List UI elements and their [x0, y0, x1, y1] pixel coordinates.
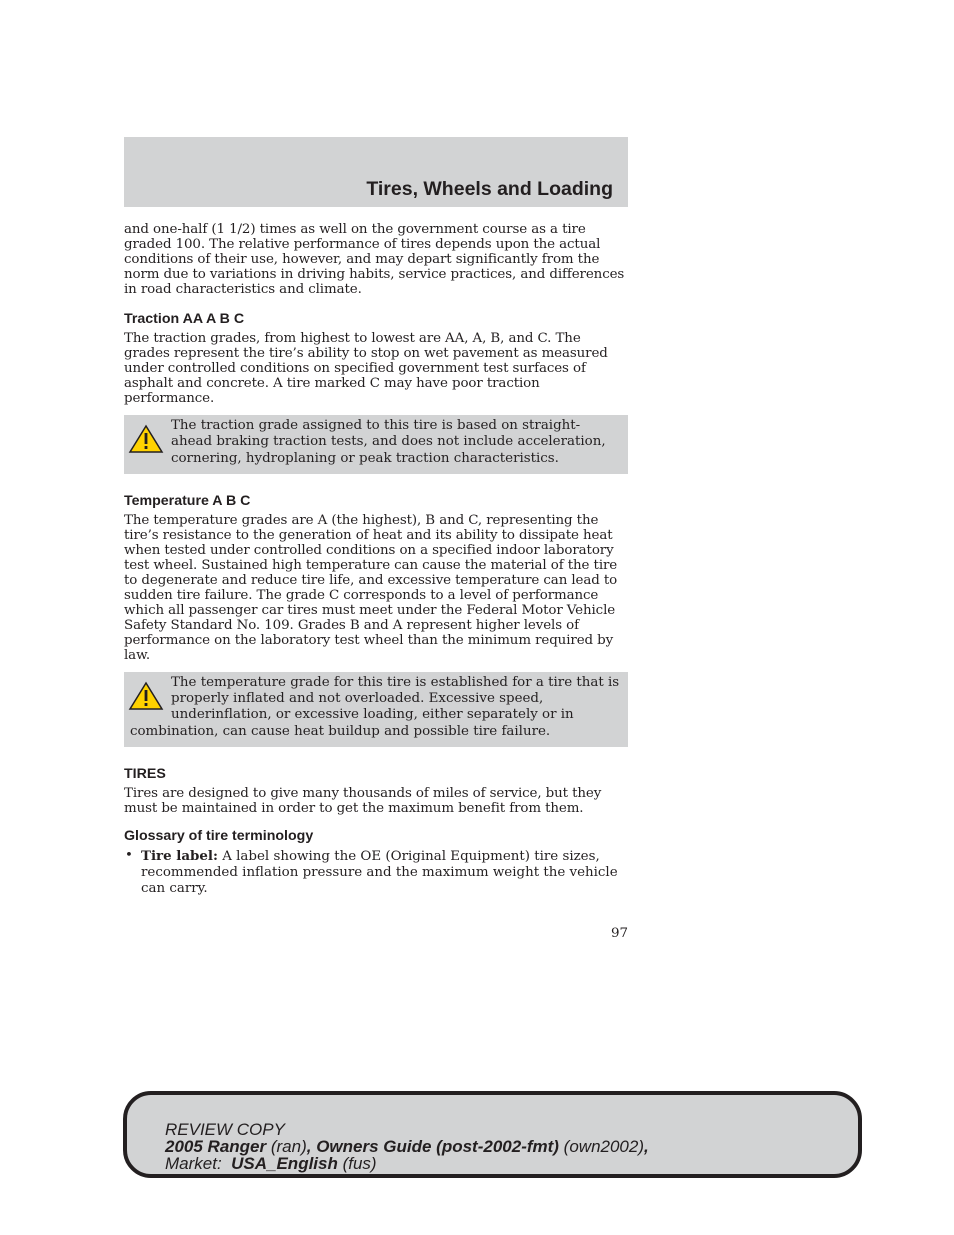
glossary-definition: A label showing the OE (Original Equipment) tire sizes, recommended inflation pressure and the maximum weight the vehicle can carry.	[141, 849, 618, 897]
glossary-heading: Glossary of tire terminology	[124, 828, 314, 845]
guide-name: , Owners Guide (post-2002-fmt)	[306, 1137, 559, 1156]
tires-paragraph: Tires are designed to give many thousands of miles of service, but they must be maintained in order to get the maximum benefit from them.	[124, 786, 602, 817]
footer-text	[165, 1121, 649, 1172]
page-number: 97	[610, 926, 628, 941]
model-name: 2005 Ranger	[165, 1137, 267, 1156]
bullet-icon: •	[125, 848, 133, 864]
review-copy-footer	[123, 1091, 862, 1178]
model-code: (ran)	[266, 1137, 307, 1156]
warning-triangle-icon	[128, 424, 164, 454]
temperature-warning-text: The temperature grade for this tire is established for a tire that is properly inflated and not overloaded. Excessive speed, underinflation, or excessive loading, either separately or in combination, can cause heat buildup and possible tire failure.	[130, 674, 620, 739]
review-copy-label: REVIEW COPY	[165, 1120, 285, 1139]
warning-triangle-icon	[128, 681, 164, 711]
intro-paragraph: and one-half (1 1/2) times as well on the government course as a tire graded 100. The relative performance of tires depends upon the actual conditions of their use, however, and may depart significantly from the norm due to variations in driving habits, service practices, and differences in road characteristics and climate.	[124, 222, 625, 297]
temperature-paragraph: The temperature grades are A (the highest), B and C, representing the tire’s resistance to the generation of heat and its ability to dissipate heat when tested under controlled conditions on a specified indoor laboratory test wheel. Sustained high temperature can cause the material of the tire to degenerate and reduce tire life, and excessive temperature can lead to sudden tire failure. The grade C corresponds to a level of performance which all passenger car tires must meet under the Federal Motor Vehicle Safety Standard No. 109. Grades B and A represent higher levels of performance on the laboratory test wheel than the minimum required by law.	[124, 512, 618, 663]
footer-comma: ,	[644, 1137, 649, 1156]
temperature-heading: Temperature A B C	[124, 492, 251, 509]
section-title: Tires, Wheels and Loading	[366, 178, 613, 200]
traction-paragraph: The traction grades, from highest to lowest are AA, A, B, and C. The grades represent the tire’s ability to stop on wet pavement as measured under controlled conditions on specified government test surfaces of asphalt and concrete. A tire marked C may have poor traction performance.	[124, 331, 608, 406]
traction-warning-box	[124, 415, 628, 474]
page-content	[124, 222, 628, 897]
glossary-item	[124, 848, 628, 897]
traction-warning-text: The traction grade assigned to this tire is based on straight-ahead braking traction tests, and does not include acceleration, cornering, hydroplaning or peak traction characteristics.	[171, 418, 606, 466]
tires-heading: TIRES	[124, 766, 166, 783]
market-label: Market:	[165, 1154, 232, 1173]
temperature-warning-box	[124, 672, 628, 747]
section-header-band	[124, 137, 628, 207]
market-code: (fus)	[337, 1154, 377, 1173]
footer-line-market	[165, 1155, 649, 1172]
footer-line-model	[165, 1138, 649, 1155]
traction-heading: Traction AA A B C	[124, 311, 245, 327]
market-value: USA_English	[231, 1154, 338, 1173]
guide-code: (own2002)	[558, 1137, 645, 1156]
glossary-term: Tire label:	[141, 848, 218, 865]
